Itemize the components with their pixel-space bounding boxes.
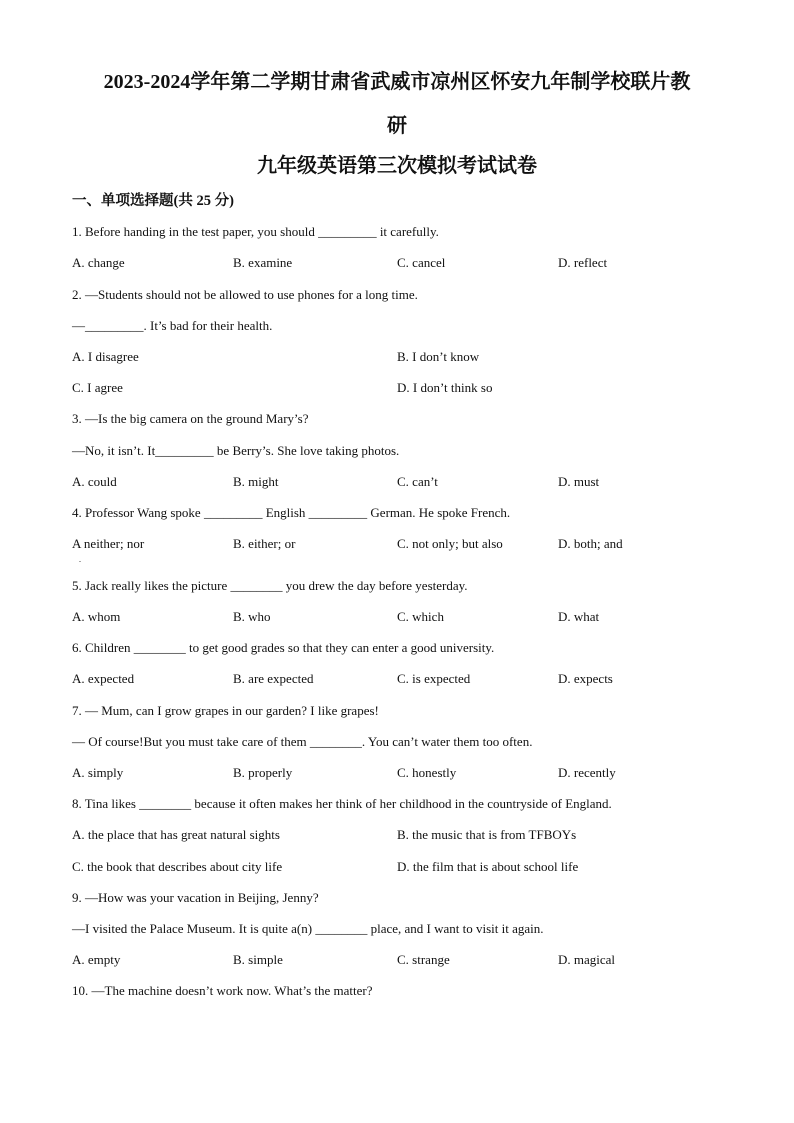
option: D. must	[558, 474, 600, 489]
question-stem: —_________. It’s bad for their health.	[72, 318, 273, 333]
question-stem: 4. Professor Wang spoke _________ English _________ German. He spoke French.	[72, 505, 511, 520]
section-heading: 一、单项选择题(共 25 分)	[72, 193, 234, 209]
option: C. not only; but also	[397, 536, 503, 551]
option: B. either; or	[233, 536, 296, 551]
option: B. are expected	[233, 671, 314, 686]
option: B. the music that is from TFBOYs	[397, 827, 577, 842]
question-stem: 8. Tina likes ________ because it often makes her think of her childhood in the countryside of England.	[72, 796, 612, 811]
question-stem: 3. —Is the big camera on the ground Mary’s?	[72, 411, 309, 426]
option: B. examine	[233, 255, 293, 270]
option: A. I disagree	[72, 349, 139, 364]
question-stem: 7. — Mum, can I grow grapes in our garden? I like grapes!	[72, 703, 379, 718]
option: A. whom	[72, 609, 121, 624]
question-stem: 5. Jack really likes the picture ________ you drew the day before yesterday.	[72, 578, 468, 593]
question-stem: —I visited the Palace Museum. It is quite a(n) ________ place, and I want to visit it again.	[72, 921, 544, 936]
question-stem: 1. Before handing in the test paper, you should _________ it carefully.	[72, 224, 439, 239]
option: B. who	[233, 609, 271, 624]
option: C. cancel	[397, 255, 446, 270]
option: D. what	[558, 609, 600, 624]
option: B. might	[233, 474, 279, 489]
option: A. the place that has great natural sights	[72, 827, 280, 842]
question-stem: —No, it isn’t. It_________ be Berry’s. She love taking photos.	[72, 443, 400, 458]
option: D. I don’t think so	[397, 380, 493, 395]
option: D. both; and	[558, 536, 623, 551]
question-stem: 9. —How was your vacation in Beijing, Jenny?	[72, 890, 319, 905]
option: A. could	[72, 474, 117, 489]
option: A. expected	[72, 671, 135, 686]
question-stem: 6. Children ________ to get good grades so that they can enter a good university.	[72, 640, 495, 655]
option: C. I agree	[72, 380, 123, 395]
option: A neither; nor	[72, 536, 145, 551]
option: C. the book that describes about city life	[72, 859, 283, 874]
option: B. I don’t know	[397, 349, 480, 364]
option: C. is expected	[397, 671, 471, 686]
exam-subtitle: 九年级英语第三次模拟考试试卷	[257, 155, 537, 177]
option: D. reflect	[558, 255, 608, 270]
option: C. can’t	[397, 474, 438, 489]
question-stem: — Of course!But you must take care of them ________. You can’t water them too often.	[72, 734, 533, 749]
option: D. expects	[558, 671, 613, 686]
option: A. simply	[72, 765, 124, 780]
question-stem: 2. —Students should not be allowed to use phones for a long time.	[72, 287, 418, 302]
option: B. simple	[233, 952, 283, 967]
option: D. recently	[558, 765, 616, 780]
stray-dot: .	[79, 555, 81, 564]
option: C. strange	[397, 952, 450, 967]
exam-title-continued: 研	[387, 115, 407, 137]
option: B. properly	[233, 765, 293, 780]
option: D. the film that is about school life	[397, 859, 579, 874]
exam-title: 2023-2024学年第二学期甘肃省武威市凉州区怀安九年制学校联片教	[103, 71, 691, 93]
option: A. empty	[72, 952, 121, 967]
question-stem: 10. —The machine doesn’t work now. What’s the matter?	[72, 983, 373, 998]
option: D. magical	[558, 952, 616, 967]
option: C. honestly	[397, 765, 457, 780]
option: A. change	[72, 255, 125, 270]
option: C. which	[397, 609, 444, 624]
